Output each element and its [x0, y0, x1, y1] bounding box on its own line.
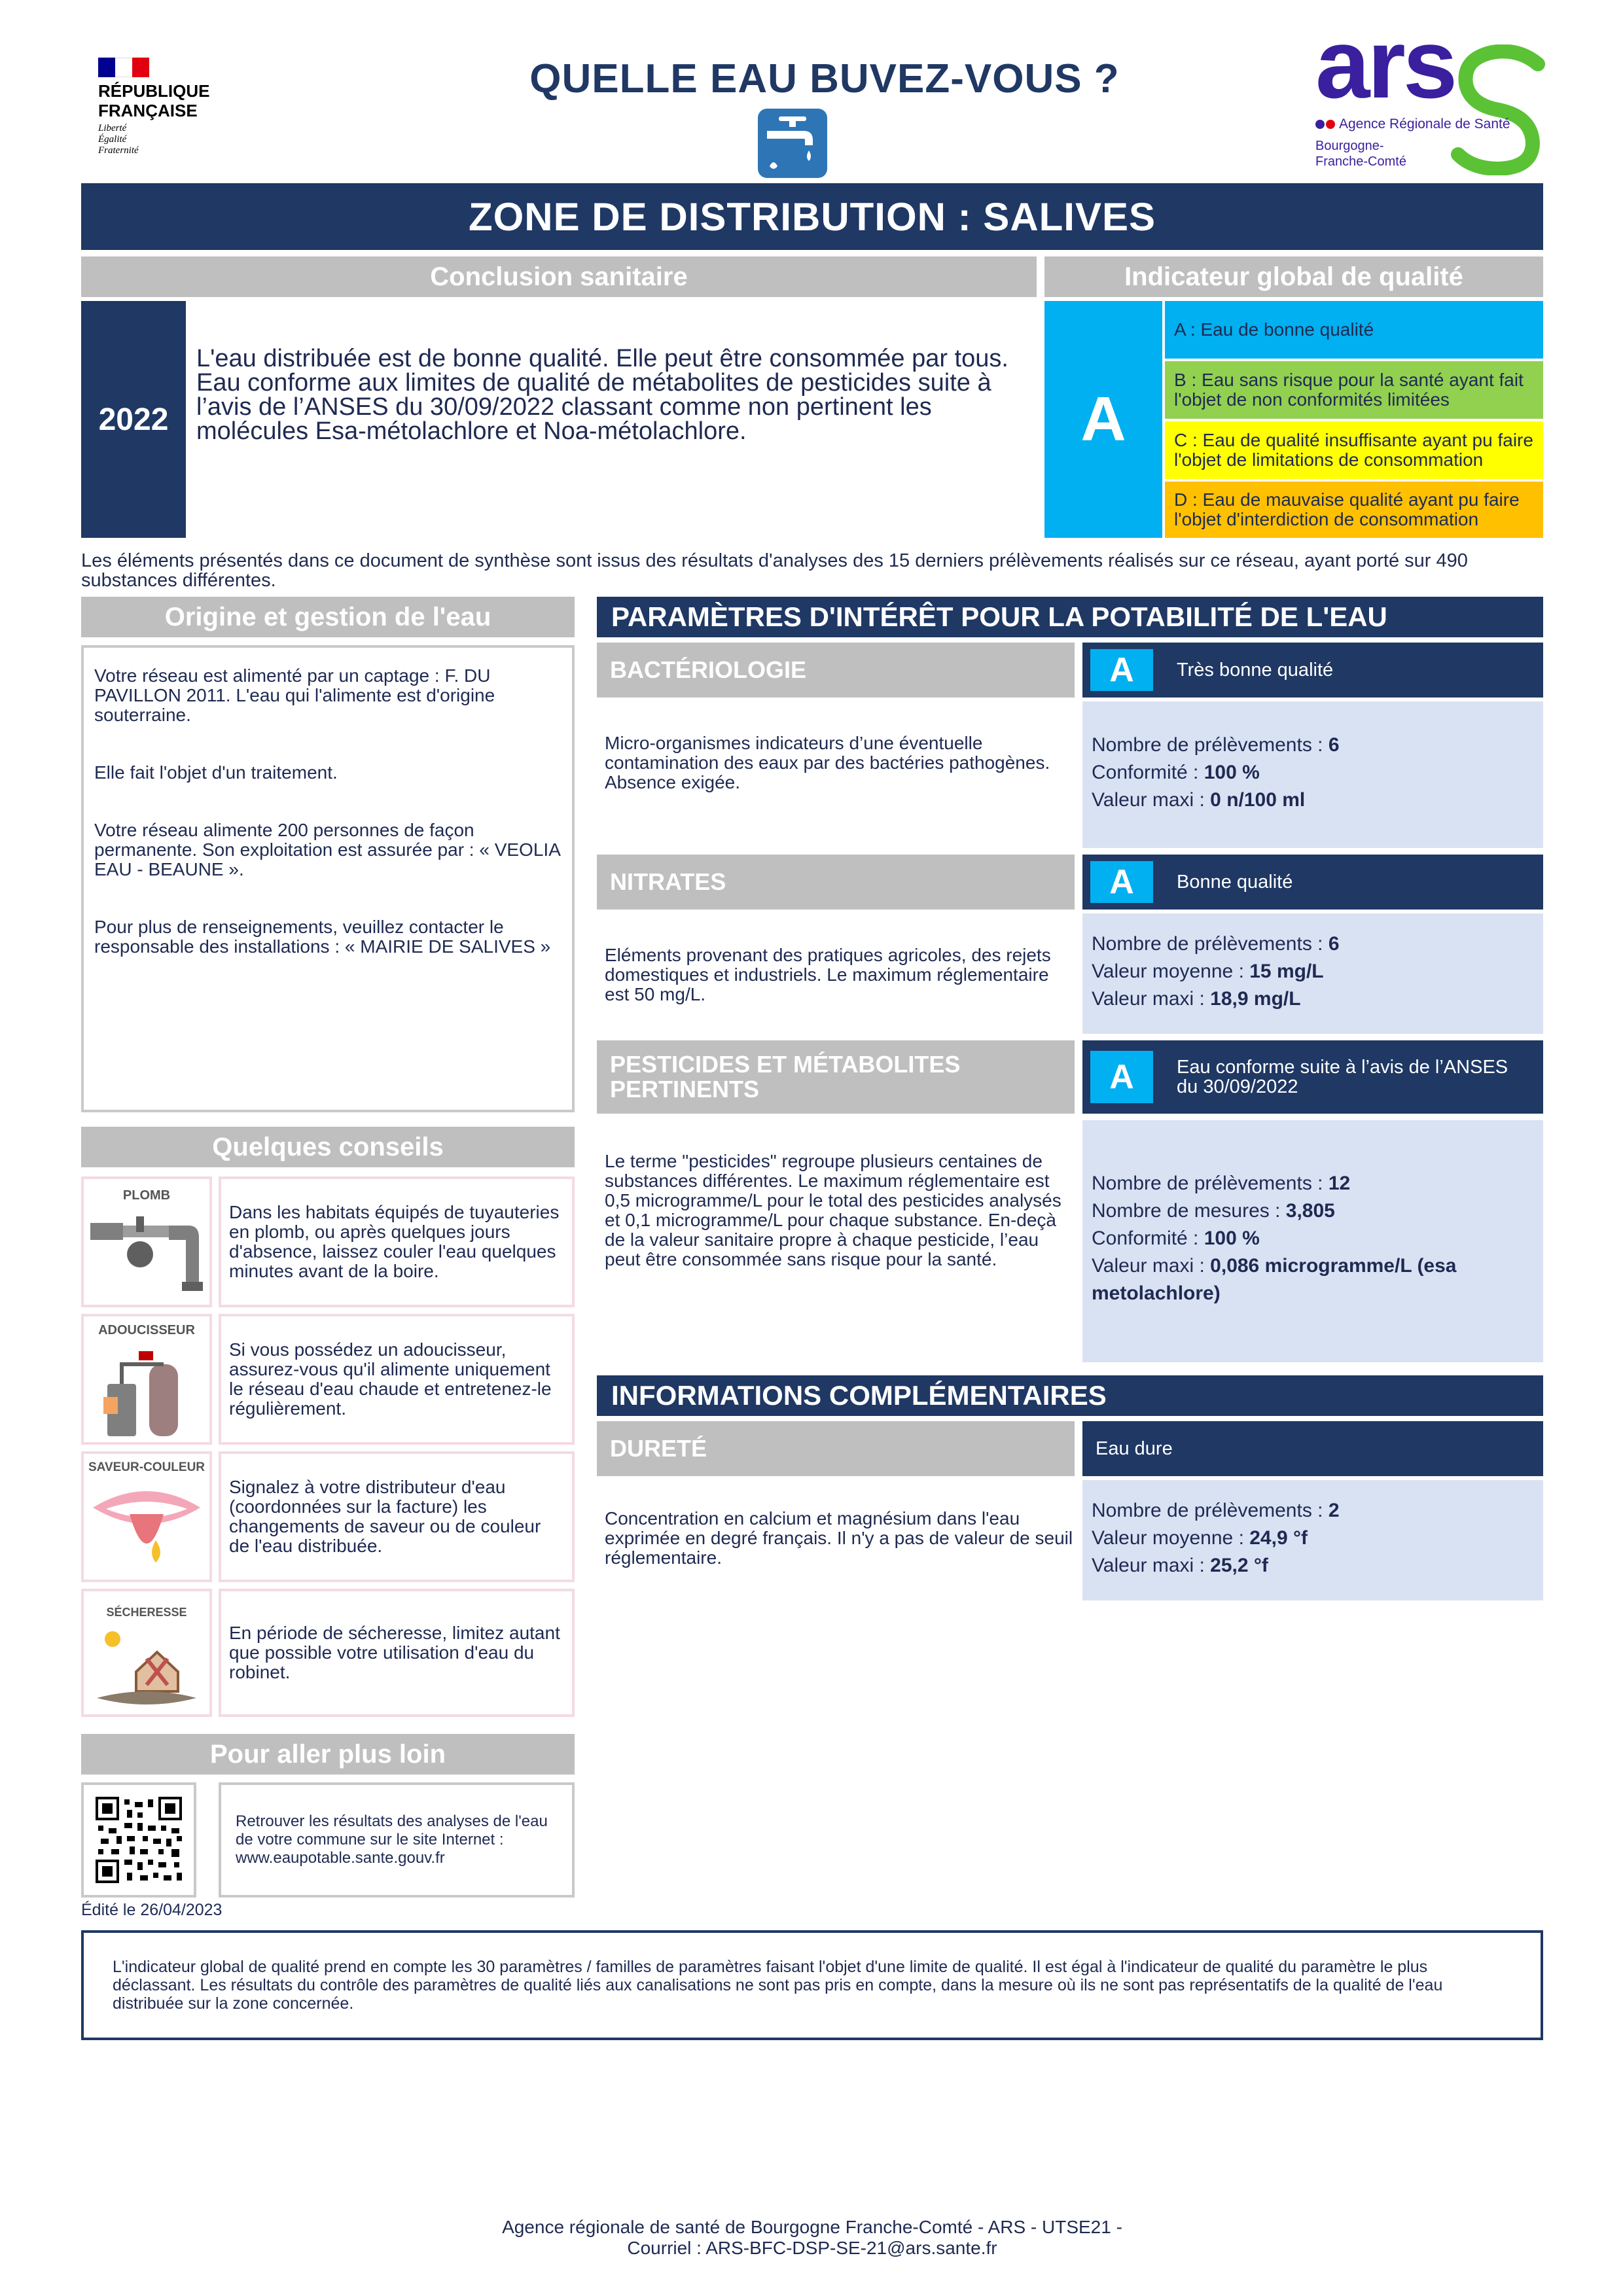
water-tap-icon: [758, 109, 827, 178]
further-text-box: [219, 1782, 575, 1898]
nitrates-title: NITRATES: [597, 855, 1075, 910]
pesticides-title: PESTICIDES ET MÉTABOLITES PERTINENTS: [597, 1040, 1075, 1114]
further-header: Pour aller plus loin: [81, 1734, 575, 1775]
further-text: Retrouver les résultats des analyses de l'eau de votre commune sur le site Internet : www.eaupotable.sante.gouv.fr: [236, 1812, 548, 1867]
edited-date: Édité le 26/04/2023: [81, 1901, 223, 1919]
year-badge: 2022: [81, 301, 186, 538]
bacterio-stats: Nombre de prélèvements : 6 Conformité : 100 % Valeur maxi : 0 n/100 ml: [1082, 701, 1543, 848]
category-b: B : Eau sans risque pour la santé ayant fait l'objet de non conformités limitées: [1165, 361, 1543, 419]
advice-drought: En période de sécheresse, limitez autant que possible votre utilisation d'eau du robinet.: [219, 1589, 575, 1717]
durete-stats: Nombre de prélèvements : 2 Valeur moyenne : 24,9 °f Valeur maxi : 25,2 °f: [1082, 1480, 1543, 1600]
pesticides-stats: Nombre de prélèvements : 12 Nombre de mesures : 3,805 Conformité : 100 % Valeur maxi : 0,086 microgramme/L (esa metolachlore): [1082, 1120, 1543, 1362]
bacterio-grade: A: [1082, 643, 1161, 698]
durete-quality: Eau dure: [1082, 1421, 1543, 1476]
advice-header: Quelques conseils: [81, 1127, 575, 1167]
conclusion-header: Conclusion sanitaire: [81, 256, 1037, 297]
pesticides-grade: A: [1082, 1040, 1161, 1114]
page-title: QUELLE EAU BUVEZ-VOUS ?: [529, 56, 1120, 101]
bacterio-quality: Très bonne qualité: [1161, 643, 1543, 698]
qr-code[interactable]: [81, 1782, 196, 1898]
footer-email[interactable]: Courriel : ARS-BFC-DSP-SE-21@ars.sante.fr: [627, 2238, 997, 2258]
water-softener-icon: ADOUCISSEUR: [81, 1314, 212, 1445]
nitrates-grade: A: [1082, 855, 1161, 910]
republique-francaise-logo: RÉPUBLIQUE FRANÇAISE Liberté Égalité Fraternité: [98, 58, 249, 169]
advice-softener: Si vous possédez un adoucisseur, assurez-vous qu'il alimente uniquement le réseau d'eau chaude et entretenez-le régulièrement.: [219, 1314, 575, 1445]
footer: Agence régionale de santé de Bourgogne Franche-Comté - ARS - UTSE21 - Courriel : ARS-BFC-DSP-SE-21@ars.sante.fr: [81, 2217, 1543, 2259]
origin-treatment: Elle fait l'objet d'un traitement.: [94, 762, 338, 783]
origin-header: Origine et gestion de l'eau: [81, 597, 575, 637]
origin-contact: Pour plus de renseignements, veuillez contacter le responsable des installations : « MAIRIE DE SALIVES »: [94, 917, 551, 957]
category-d: D : Eau de mauvaise qualité ayant pu faire l'objet d'interdiction de consommation: [1165, 482, 1543, 538]
origin-source: Votre réseau est alimenté par un captage : F. DU PAVILLON 2011. L'eau qui l'alimente est d'origine souterraine.: [94, 665, 495, 725]
ars-dot-icon: [1315, 120, 1325, 129]
origin-panel: [81, 645, 575, 1112]
taste-color-icon: SAVEUR-COULEUR: [81, 1451, 212, 1582]
ars-logo: ars Agence Régionale de Santé Bourgogne- Franche-Comté: [1315, 39, 1551, 183]
bacterio-description: Micro-organismes indicateurs d’une éventuelle contamination des eaux par des bactéries pathogènes. Absence exigée.: [605, 733, 1050, 792]
indicator-header: Indicateur global de qualité: [1044, 256, 1543, 297]
origin-population: Votre réseau alimente 200 personnes de façon permanente. Son exploitation est assurée par : « VEOLIA EAU - BEAUNE ».: [94, 820, 560, 879]
pesticides-quality: Eau conforme suite à l’avis de l’ANSES du 30/09/2022: [1161, 1040, 1543, 1114]
zone-title: ZONE DE DISTRIBUTION : SALIVES: [81, 183, 1543, 250]
quality-note: L'indicateur global de qualité prend en compte les 30 paramètres / familles de paramètres faisant l'objet d'une limite de qualité. Il est égal à l'indicateur de qualité du paramètre le plus déclassant. Les résultats du contrôle des paramètres de qualité liés aux canalisations ne sont pas pris en compte, dans la mesure où ils ne sont pas représentatifs de la qualité de l'eau distribuée sur la zone concernée.: [81, 1930, 1543, 2040]
durete-description: Concentration en calcium et magnésium dans l'eau exprimée en degré français. Il n'y a pas de valeur de seuil réglementaire.: [605, 1508, 1073, 1568]
durete-title: DURETÉ: [597, 1421, 1075, 1476]
info-header: INFORMATIONS COMPLÉMENTAIRES: [597, 1375, 1543, 1416]
pesticides-description: Le terme "pesticides" regroupe plusieurs centaines de substances différentes. Le maximum réglementaire est 0,5 microgramme/L pour le total des pesticides analysés et 0,1 microgramme/L pour chaque substance. En-deçà de la valeur sanitaire propre à chaque pesticide, l’eau peut être consommée sans risque pour la santé.: [605, 1151, 1061, 1269]
category-c: C : Eau de qualité insuffisante ayant pu faire l'objet de limitations de consommation: [1165, 421, 1543, 479]
global-grade-badge: A: [1044, 301, 1162, 538]
advice-lead: Dans les habitats équipés de tuyauteries en plomb, ou après quelques jours d'absence, laissez couler l'eau quelques minutes avant de la boire.: [219, 1176, 575, 1307]
advice-taste: Signalez à votre distributeur d'eau (coordonnées sur la facture) les changements de saveur ou de couleur de l'eau distribuée.: [219, 1451, 575, 1582]
conclusion-text: L'eau distribuée est de bonne qualité. Elle peut être consommée par tous. Eau conforme aux limites de qualité de métabolites de pesticides suite à l’avis de l’ANSES du 30/09/2022 classant comme non pertinent les molécules Esa-métolachlore et Noa-métolachlore.: [196, 345, 1008, 445]
flag-icon: [98, 58, 149, 77]
nitrates-stats: Nombre de prélèvements : 6 Valeur moyenne : 15 mg/L Valeur maxi : 18,9 mg/L: [1082, 913, 1543, 1034]
nitrates-quality: Bonne qualité: [1161, 855, 1543, 910]
category-a: A : Eau de bonne qualité: [1165, 301, 1543, 359]
bacterio-title: BACTÉRIOLOGIE: [597, 643, 1075, 698]
params-header: PARAMÈTRES D'INTÉRÊT POUR LA POTABILITÉ DE L'EAU: [597, 597, 1543, 637]
lead-pipe-icon: PLOMB: [81, 1176, 212, 1307]
nitrates-description: Eléments provenant des pratiques agricoles, des rejets domestiques et industriels. Le maximum réglementaire est 50 mg/L.: [605, 945, 1051, 1004]
drought-icon: SÉCHERESSE: [81, 1589, 212, 1717]
ars-dot-icon: [1326, 120, 1335, 129]
summary-text: Les éléments présentés dans ce document de synthèse sont issus des résultats d'analyses des 15 derniers prélèvements réalisés sur ce réseau, ayant porté sur 490 substances différentes.: [81, 550, 1468, 591]
